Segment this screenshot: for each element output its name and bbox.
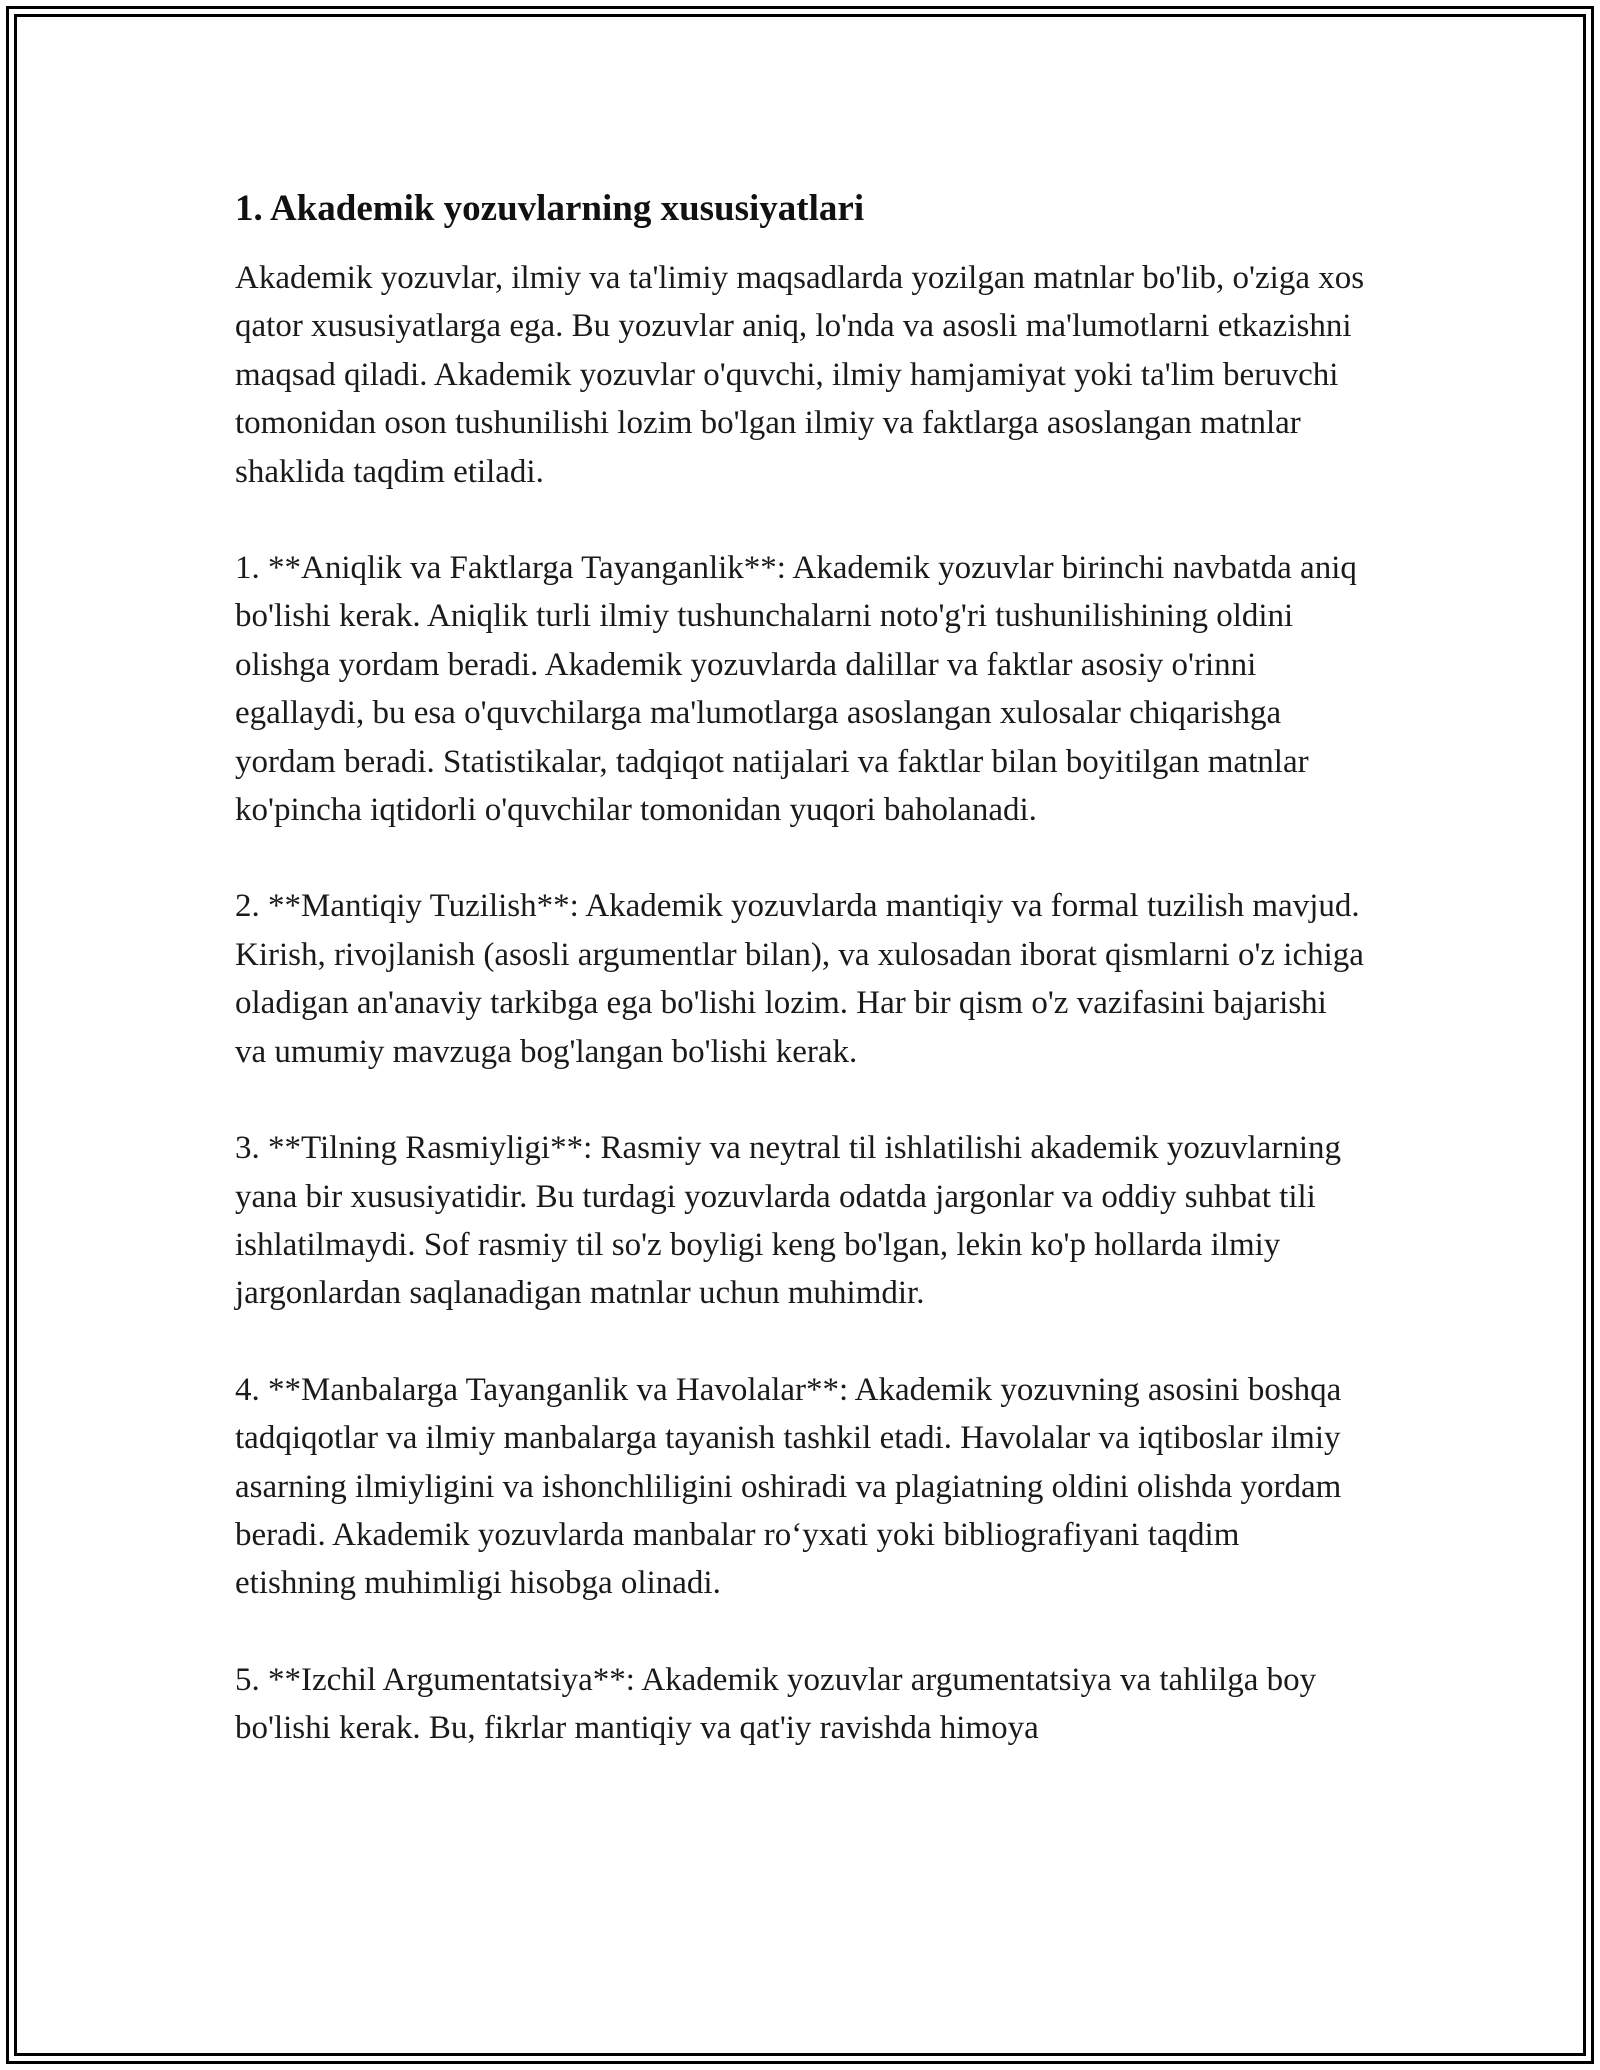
point-3-paragraph: 3. **Tilning Rasmiyligi**: Rasmiy va neytral til ishlatilishi akademik yozuvlarning yana bir xususiyatidir. Bu turdagi yozuvlarda odatda jargonlar va oddiy suhbat tili ishlatilmaydi. Sof rasmiy til so'z boyligi keng bo'lgan, lekin ko'p hollarda ilmiy jargonlardan saqlanadigan matnlar uchun muhimdir.	[235, 1130, 1342, 1312]
intro-paragraph: Akademik yozuvlar, ilmiy va ta'limiy maqsadlarda yozilgan matnlar bo'lib, o'ziga xos qator xususiyatlarga ega. Bu yozuvlar aniq, lo'nda va asosli ma'lumotlarni etkazishni maqsad qiladi. Akademik yozuvlar o'quvchi, ilmiy hamjamiyat yoki ta'lim beruvchi tomonidan oson tushunilishi lozim bo'lgan ilmiy va faktlarga asoslangan matnlar shaklida taqdim etiladi.	[235, 260, 1365, 490]
point-4-paragraph: 4. **Manbalarga Tayanganlik va Havolalar**: Akademik yozuvning asosini boshqa tadqiqotlar va ilmiy manbalarga tayanish tashkil etadi. Havolalar va iqtiboslar ilmiy asarning ilmiyligini va ishonchliligini oshiradi va plagiatning oldini olishda yordam beradi. Akademik yozuvlarda manbalar ro‘yxati yoki bibliografiyani taqdim etishning muhimligi hisobga olinadi.	[235, 1371, 1342, 1602]
point-5-paragraph: 5. **Izchil Argumentatsiya**: Akademik yozuvlar argumentatsiya va tahlilga boy bo'lishi kerak. Bu, fikrlar mantiqiy va qat'iy ravishda himoya	[235, 1661, 1317, 1747]
point-2-paragraph: 2. **Mantiqiy Tuzilish**: Akademik yozuvlarda mantiqiy va formal tuzilish mavjud. Kirish, rivojlanish (asosli argumentlar bilan), va xulosadan iborat qismlarni o'z ichiga oladigan an'anaviy tarkibga ega bo'lishi lozim. Har bir qism o'z vazifasini bajarishi va umumiy mavzuga bog'langan bo'lishi kerak.	[235, 888, 1364, 1070]
point-1-paragraph: 1. **Aniqlik va Faktlarga Tayanganlik**: Akademik yozuvlar birinchi navbatda aniq bo'lishi kerak. Aniqlik turli ilmiy tushunchalarni noto'g'ri tushunilishining oldini olishga yordam beradi. Akademik yozuvlarda dalillar va faktlar asosiy o'rinni egallaydi, bu esa o'quvchilarga ma'lumotlarga asoslangan xulosalar chiqarishga yordam beradi. Statistikalar, tadqiqot natijalari va faktlar bilan boyitilgan matnlar ko'pincha iqtidorli o'quvchilar tomonidan yuqori baholanadi.	[235, 550, 1357, 829]
document-body	[235, 186, 1365, 1801]
section-heading: 1. Akademik yozuvlarning xususiyatlari	[235, 188, 865, 229]
